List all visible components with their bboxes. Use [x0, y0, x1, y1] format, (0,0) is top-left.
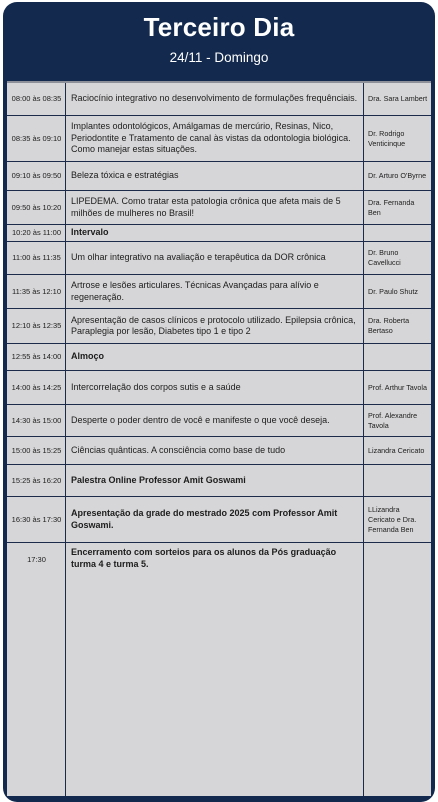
speaker-cell: Dra. Sara Lambert: [368, 94, 428, 103]
time-cell: 11:00 às 11:35: [12, 253, 61, 262]
table-row: [7, 405, 431, 437]
description-cell: Apresentação de casos clínicos e protocolo utilizado. Epilepsia crônica, Paraplegia por lesão, Diabetes tipo 1 e tipo 2: [71, 314, 356, 336]
description-cell: Artrose e lesões articulares. Técnicas Avançadas para alívio e regeneração.: [71, 280, 319, 302]
description-cell: Raciocínio integrativo no desenvolvimento de formulações frequênciais.: [71, 93, 358, 104]
table-row: [7, 309, 431, 344]
table-row: [7, 371, 431, 405]
page-title: Terceiro Dia: [143, 12, 295, 42]
speaker-cell: [364, 225, 431, 241]
schedule-card: [3, 2, 435, 802]
description-cell: Palestra Online Professor Amit Goswami: [71, 474, 246, 485]
time-cell: 09:50 às 10:20: [11, 202, 62, 212]
speaker-cell: [364, 543, 431, 793]
speaker-cell: Dr. Arturo O'Byrne: [368, 171, 427, 180]
page-subtitle: 24/11 - Domingo: [169, 50, 269, 65]
speaker-cell: Dra. Fernanda Ben: [368, 197, 415, 217]
time-cell: 08:00 às 08:35: [11, 94, 62, 103]
speaker-cell: Prof. Arthur Tavola: [368, 382, 427, 392]
speaker-cell: Dra. Roberta Bertaso: [368, 316, 410, 335]
time-cell: 10:20 às 11:00: [11, 228, 62, 237]
time-cell: 14:30 às 15:00: [11, 415, 62, 425]
time-cell: 09:10 às 09:50: [11, 171, 62, 180]
description-cell: Intercorrelação dos corpos sutis e a saúde: [71, 381, 241, 392]
time-cell: 12:55 às 14:00: [11, 352, 62, 361]
speaker-cell: Lizandra Cericato: [368, 445, 425, 455]
speaker-cell: LLizandra Cericato e Dra. Fernanda Ben: [368, 504, 417, 534]
column-divider: [363, 83, 364, 796]
column-divider: [65, 83, 66, 796]
table-row: [7, 344, 431, 371]
description-cell: Ciências quânticas. A consciência como base de tudo: [71, 444, 286, 455]
description-cell: Intervalo: [71, 227, 109, 238]
time-cell: 14:00 às 14:25: [11, 382, 62, 392]
table-row: [7, 437, 431, 465]
table-row: [7, 497, 431, 543]
speaker-cell: [364, 344, 431, 370]
description-cell: Apresentação da grade do mestrado 2025 com Professor Amit Goswami.: [71, 508, 338, 530]
speaker-cell: [364, 465, 431, 496]
time-cell: 08:35 às 09:10: [11, 133, 62, 143]
time-cell: 15:25 às 16:20: [11, 475, 62, 485]
time-cell: 15:00 às 15:25: [11, 445, 62, 455]
table-row: [7, 191, 431, 225]
description-cell: Desperte o poder dentro de você e manifeste o que você deseja.: [71, 414, 330, 425]
table-row: [7, 242, 431, 275]
time-cell: 16:30 às 17:30: [11, 514, 62, 524]
table-row: [7, 83, 431, 116]
time-cell: 17:30: [27, 555, 46, 564]
header: [7, 2, 431, 81]
description-cell: Beleza tóxica e estratégias: [71, 170, 179, 181]
description-cell: Um olhar integrativo na avaliação e terapêutica da DOR crônica: [71, 252, 326, 263]
speaker-cell: Dr. Paulo Shutz: [368, 286, 418, 296]
table-row: [7, 275, 431, 309]
table-row: [7, 465, 431, 497]
schedule-table: [7, 81, 431, 796]
description-cell: Encerramento com sorteios para os alunos da Pós graduação turma 4 e turma 5.: [71, 547, 337, 569]
description-cell: LIPEDEMA. Como tratar esta patologia crônica que afeta mais de 5 milhões de mulheres no Brasil!: [71, 196, 341, 218]
table-row: [7, 116, 431, 162]
speaker-cell: Dr. Bruno Cavellucci: [368, 248, 401, 267]
table-row: [7, 162, 431, 191]
table-row: [7, 225, 431, 242]
time-cell: 12:10 às 12:35: [11, 321, 62, 330]
description-cell: Implantes odontológicos, Amálgamas de mercúrio, Resinas, Nico, Periodontite e Tratamento de canal às vistas da odontologia biológica. Como manejar estas situações.: [71, 121, 351, 155]
speaker-cell: Prof. Alexandre Tavola: [368, 410, 418, 430]
time-cell: 11:35 às 12:10: [11, 286, 62, 296]
description-cell: Almoço: [71, 351, 105, 362]
speaker-cell: Dr. Rodrigo Venticinque: [368, 128, 406, 148]
table-row: [7, 543, 431, 793]
